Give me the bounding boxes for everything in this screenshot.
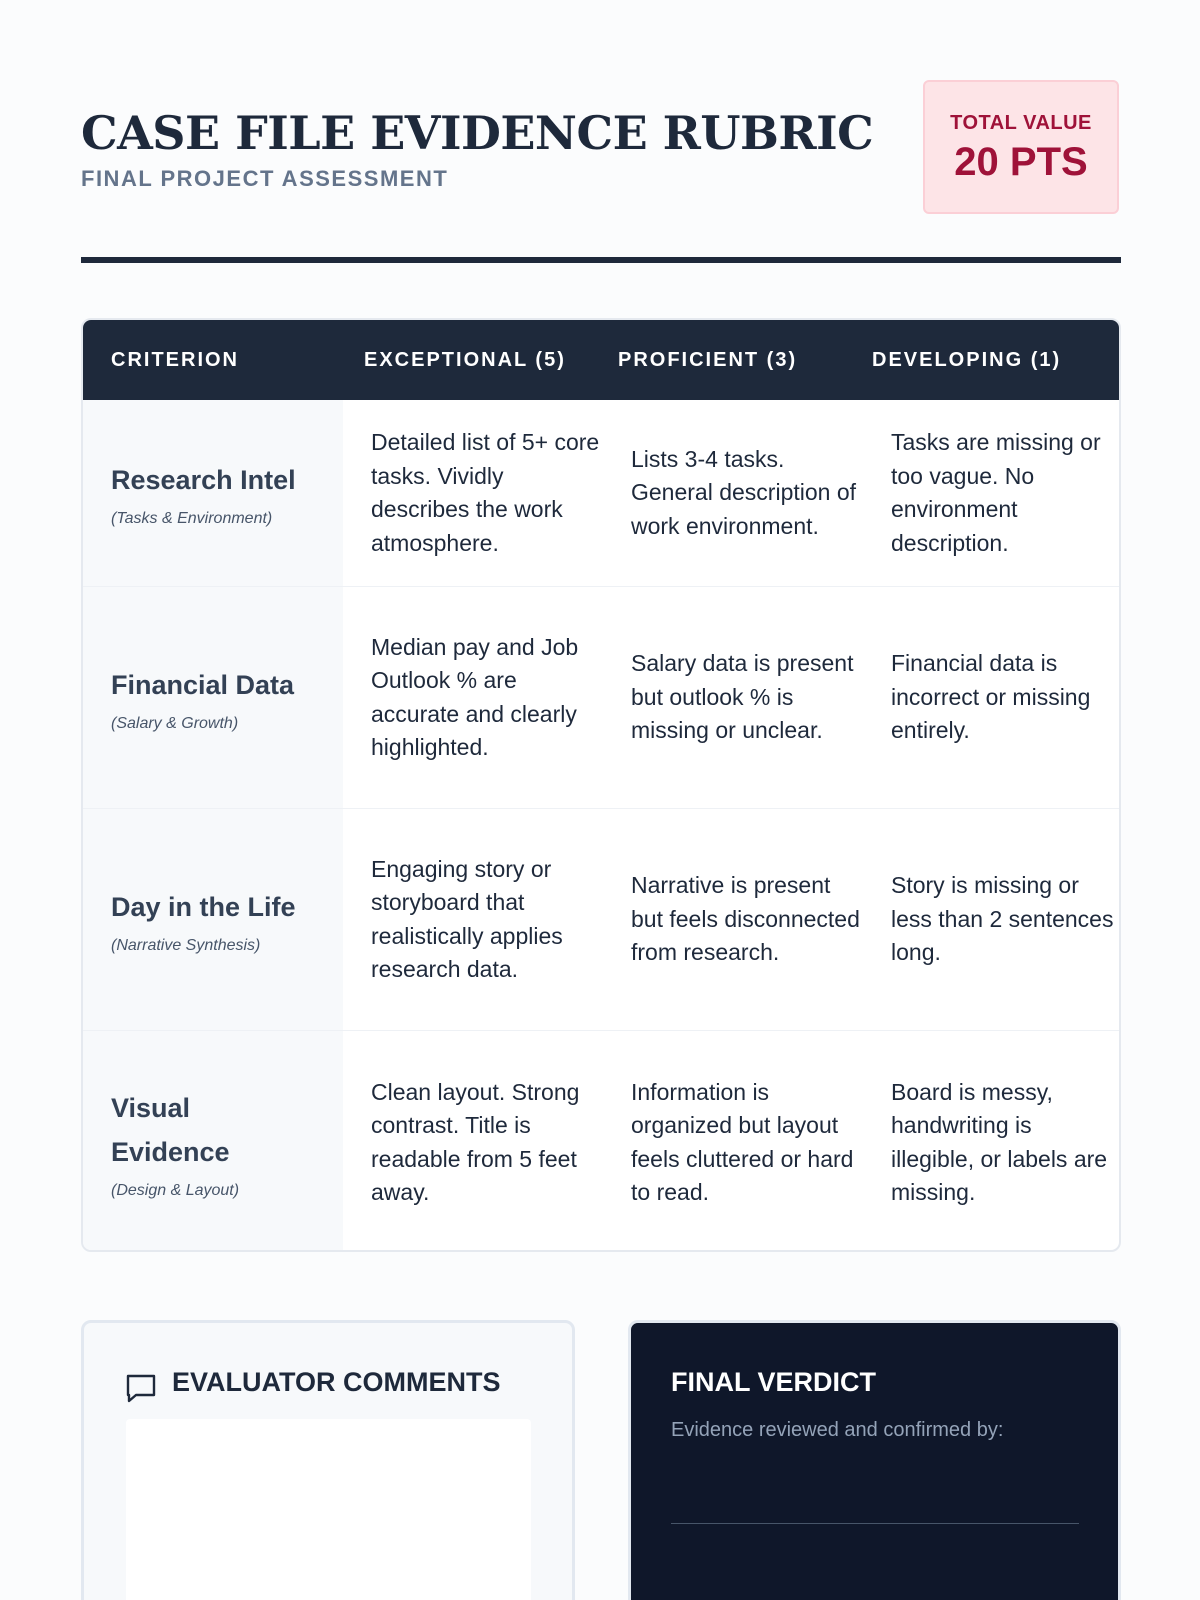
table-row-research-intel [83,400,1119,587]
criterion-name: Financial Data [111,669,295,700]
criterion-subtitle: (Tasks & Environment) [111,510,273,527]
table-row-financial-data [83,587,1119,809]
total-value-label: TOTAL VALUE [950,112,1092,134]
comments-input[interactable] [126,1419,531,1600]
column-header-developing: DEVELOPING (1) [872,349,1062,371]
page-title: CASE FILE EVIDENCE RUBRIC [81,106,874,160]
proficient-cell: Salary data is present but outlook % is missing or unclear. [631,650,854,744]
verdict-title: FINAL VERDICT [671,1367,877,1397]
signature-line[interactable] [671,1523,1079,1524]
proficient-cell: Information is organized but layout feels cluttered or hard to read. [631,1078,854,1205]
developing-cell: Tasks are missing or too vague. No environment description. [891,429,1101,556]
comments-title: EVALUATOR COMMENTS [172,1367,501,1397]
column-header-exceptional: EXCEPTIONAL (5) [364,349,566,371]
evaluator-comments-card [81,1320,575,1600]
proficient-cell: Lists 3-4 tasks. General description of work environment. [631,445,857,539]
comment-icon [124,1371,158,1405]
page-subtitle: FINAL PROJECT ASSESSMENT [81,166,449,191]
developing-cell: Story is missing or less than 2 sentences long. [891,872,1114,966]
exceptional-cell: Engaging story or storyboard that realistically applies research data. [371,855,563,982]
total-value-points: 20 PTS [954,140,1088,184]
column-header-criterion: CRITERION [111,349,239,371]
total-value-badge [923,80,1119,214]
exceptional-cell: Detailed list of 5+ core tasks. Vividly describes the work atmosphere. [371,429,600,556]
final-verdict-card [628,1320,1121,1600]
verdict-description: Evidence reviewed and confirmed by: [671,1419,1004,1441]
rubric-table [81,318,1121,1252]
criterion-subtitle: (Salary & Growth) [111,714,239,732]
exceptional-cell: Clean layout. Strong contrast. Title is readable from 5 feet away. [371,1078,580,1205]
header-divider [81,257,1121,263]
developing-cell: Financial data is incorrect or missing entirely. [891,650,1091,744]
document-header [81,80,1121,220]
column-header-proficient: PROFICIENT (3) [618,349,798,371]
criterion-cell [83,1031,343,1252]
criterion-cell [83,809,343,1030]
criterion-subtitle: (Design & Layout) [111,1181,240,1199]
exceptional-cell: Median pay and Job Outlook % are accurate and clearly highlighted. [371,633,579,760]
criterion-subtitle: (Narrative Synthesis) [111,936,261,954]
criterion-cell [83,400,343,586]
table-row-day-in-the-life [83,809,1119,1031]
proficient-cell: Narrative is present but feels disconnected from research. [631,872,860,966]
developing-cell: Board is messy, handwriting is illegible, or labels are missing. [891,1078,1108,1205]
table-row-visual-evidence [83,1031,1119,1252]
rubric-header-row [83,320,1119,400]
criterion-name: Research Intel [111,465,296,495]
criterion-name: Visual Evidence [111,1092,230,1167]
criterion-cell [83,587,343,808]
criterion-name: Day in the Life [111,891,296,922]
